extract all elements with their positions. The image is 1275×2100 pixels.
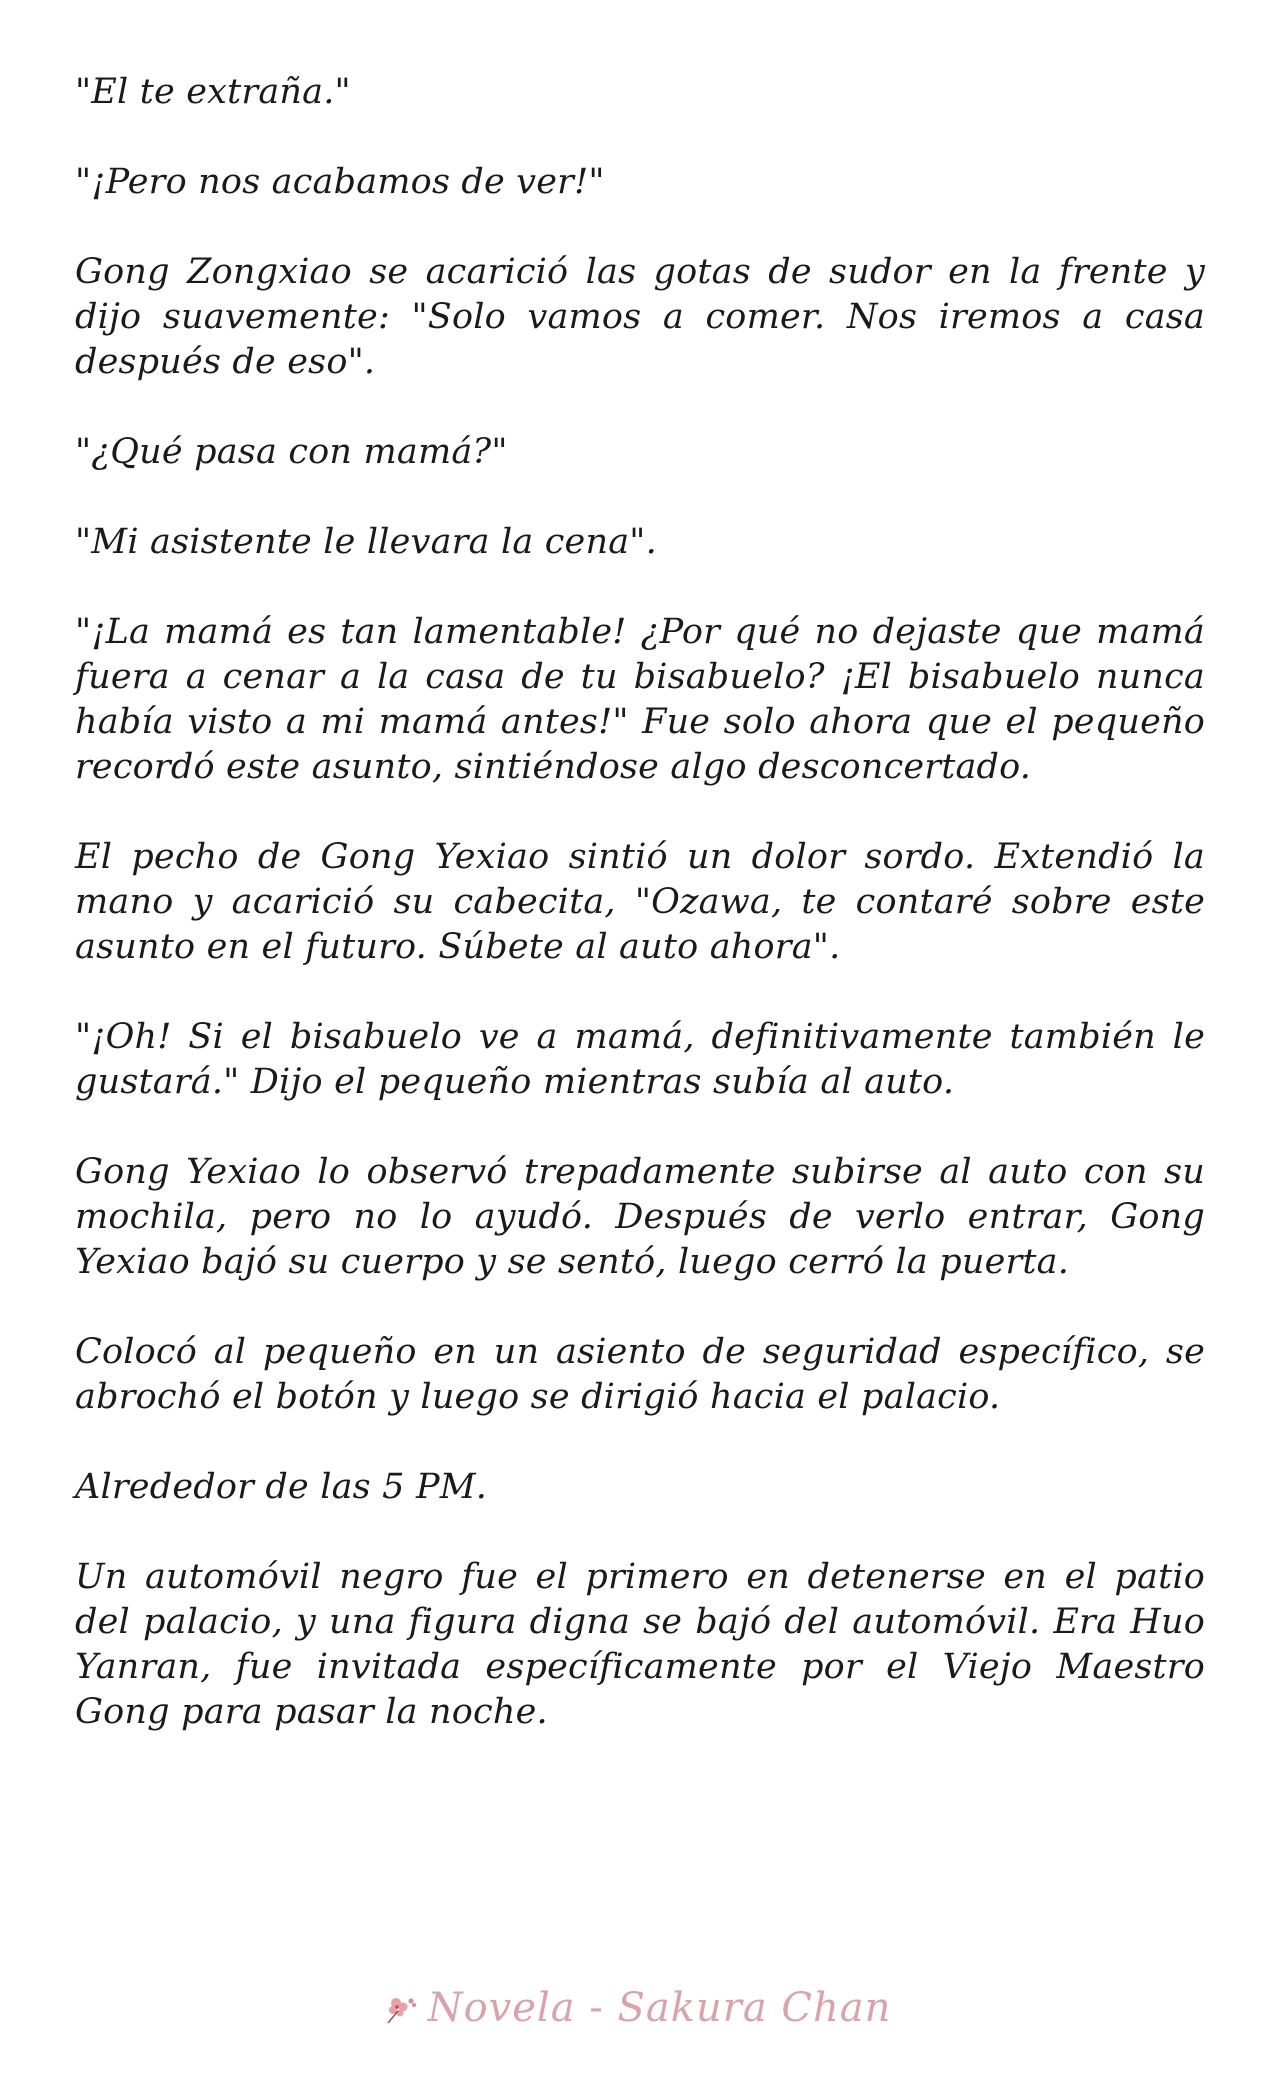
- watermark-text: Novela - Sakura Chan: [427, 1985, 892, 2031]
- paragraph-11: Alrededor de las 5 PM.: [75, 1467, 488, 1507]
- paragraph-6: "¡La mamá es tan lamentable! ¿Por qué no dejaste que mamá fuera a cenar a la casa de tu bisabuelo? ¡El bisabuelo nunca había visto a mi mamá antes!" Fue solo ahora que el pequeño recordó este asunto, sintiéndose algo desconcertado.: [75, 612, 1205, 787]
- paragraph-10: Colocó al pequeño en un asiento de seguridad específico, se abrochó el botón y luego se dirigió hacia el palacio.: [75, 1332, 1205, 1417]
- paragraph-4: "¿Qué pasa con mamá?": [75, 432, 508, 472]
- paragraph-12: Un automóvil negro fue el primero en detenerse en el patio del palacio, y una figura digna se bajó del automóvil. Era Huo Yanran, fue invitada específicamente por el Viejo Maestro Gong para pasar la noche.: [75, 1557, 1205, 1732]
- paragraph-7: El pecho de Gong Yexiao sintió un dolor sordo. Extendió la mano y acarició su cabecita, "Ozawa, te contaré sobre este asunto en el futuro. Súbete al auto ahora".: [75, 837, 1205, 967]
- paragraph-3: Gong Zongxiao se acarició las gotas de sudor en la frente y dijo suavemente: "Solo vamos a comer. Nos iremos a casa después de eso".: [75, 252, 1205, 382]
- paragraph-5: "Mi asistente le llevara la cena".: [75, 522, 657, 562]
- paragraph-2: "¡Pero nos acabamos de ver!": [75, 162, 605, 202]
- paragraph-8: "¡Oh! Si el bisabuelo ve a mamá, definitivamente también le gustará." Dijo el pequeño mientras subía al auto.: [75, 1017, 1205, 1102]
- paragraph-1: "El te extraña.": [75, 72, 351, 112]
- footer-watermark: [0, 1985, 1275, 2031]
- document-body: [75, 70, 1205, 1780]
- paragraph-9: Gong Yexiao lo observó trepadamente subirse al auto con su mochila, pero no lo ayudó. Después de verlo entrar, Gong Yexiao bajó su cuerpo y se sentó, luego cerró la puerta.: [75, 1152, 1205, 1282]
- sakura-blossom-icon: [384, 1993, 420, 2029]
